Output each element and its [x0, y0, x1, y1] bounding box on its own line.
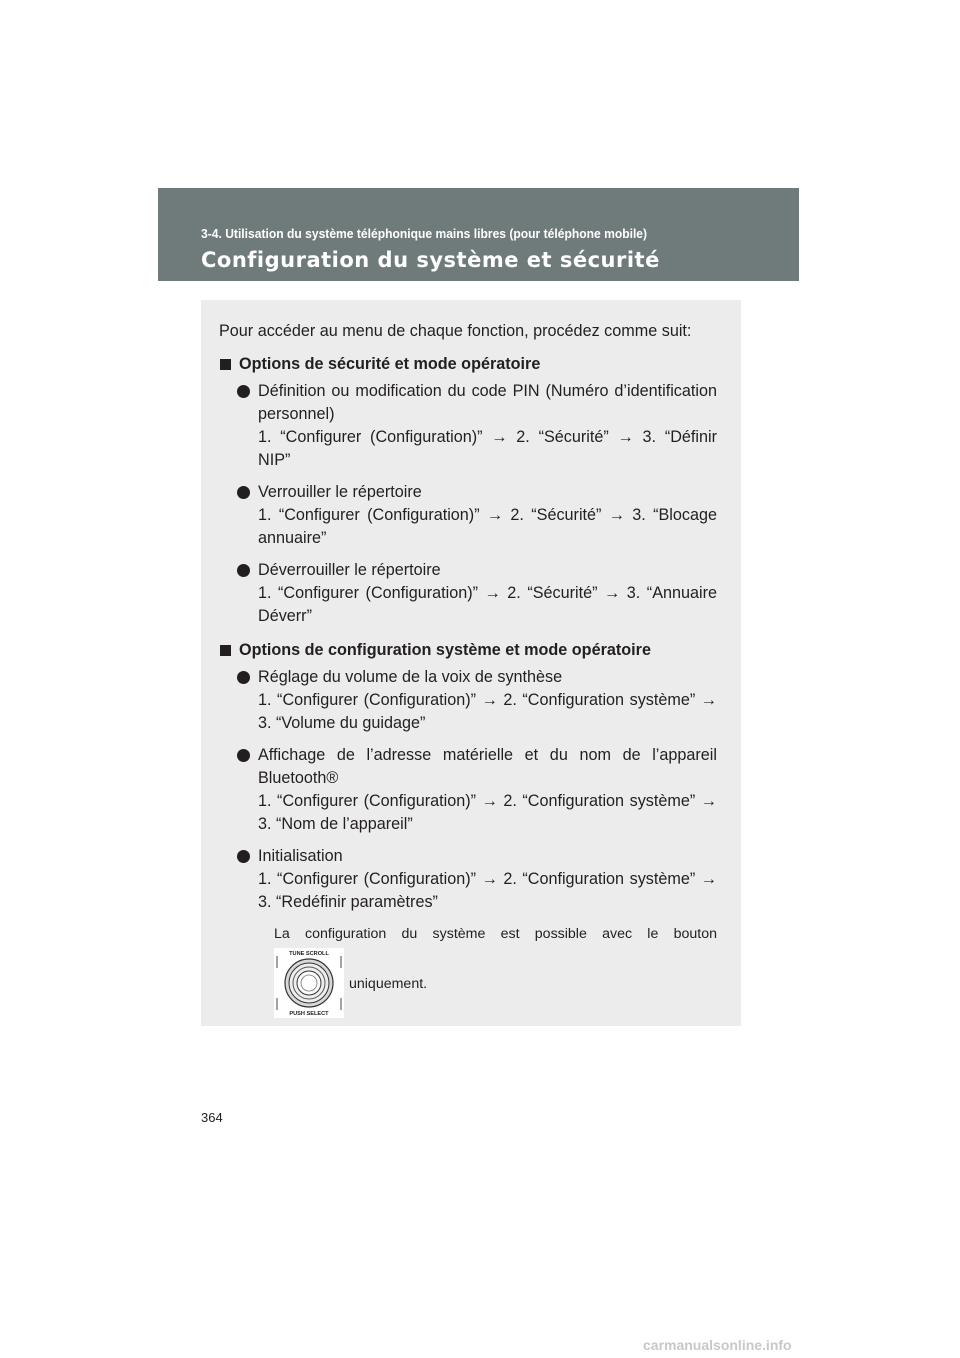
item-path: 1. “Configurer (Configuration)” → 2. “Configuration système” → 3. “Redéfinir paramètres”	[258, 870, 717, 911]
content-body	[219, 320, 717, 1018]
item-title: Verrouiller le répertoire	[258, 483, 422, 501]
page-number: 364	[201, 1110, 223, 1125]
item-path: 1. “Configurer (Configuration)” → 2. “Configuration système” → 3. “Volume du guidage”	[258, 691, 717, 732]
note-row	[274, 948, 717, 1018]
list-item	[237, 845, 717, 914]
bullet-icon	[237, 850, 250, 863]
item-path: 1. “Configurer (Configuration)” → 2. “Configuration système” → 3. “Nom de l’appareil”	[258, 792, 717, 833]
item-title: Réglage du volume de la voix de synthèse	[258, 668, 563, 686]
square-bullet-icon	[220, 359, 231, 370]
list-item	[237, 666, 717, 735]
bullet-icon	[237, 486, 250, 499]
section-heading-security	[219, 353, 717, 376]
item-title: Définition ou modification du code PIN (Numéro d’identification personnel)	[258, 382, 717, 423]
list-item	[237, 559, 717, 628]
knob-bottom-label: PUSH SELECT	[289, 1011, 329, 1017]
note-tail: uniquement.	[349, 975, 428, 992]
note-text: La configuration du système est possible avec le bouton	[274, 926, 717, 942]
item-title: Déverrouiller le répertoire	[258, 561, 441, 579]
bullet-icon	[237, 749, 250, 762]
item-path: 1. “Configurer (Configuration)” → 2. “Sécurité” → 3. “Blocage annuaire”	[258, 506, 717, 547]
content-panel	[201, 300, 741, 1026]
list-item	[237, 481, 717, 550]
section-label: 3-4. Utilisation du système téléphonique mains libres (pour téléphone mobile)	[201, 226, 648, 241]
item-path: 1. “Configurer (Configuration)” → 2. “Sécurité” → 3. “Annuaire Déverr”	[258, 584, 717, 625]
item-title: Initialisation	[258, 847, 343, 865]
tune-scroll-knob-icon	[274, 948, 344, 1018]
square-bullet-icon	[220, 645, 231, 656]
page-title: Configuration du système et sécurité	[201, 248, 660, 272]
bullet-icon	[237, 671, 250, 684]
section-heading-text: Options de configuration système et mode opératoire	[239, 641, 651, 659]
watermark: carmanualsonline.info	[643, 1337, 792, 1353]
list-item	[237, 380, 717, 472]
item-title: Affichage de l’adresse matérielle et du nom de l’appareil Bluetooth®	[258, 746, 717, 787]
section-heading-text: Options de sécurité et mode opératoire	[239, 355, 541, 373]
section-heading-system	[219, 639, 717, 662]
item-path: 1. “Configurer (Configuration)” → 2. “Sécurité” → 3. “Définir NIP”	[258, 428, 717, 469]
knob-top-label: TUNE SCROLL	[289, 951, 329, 957]
intro-text: Pour accéder au menu de chaque fonction, procédez comme suit:	[219, 322, 692, 340]
bullet-icon	[237, 385, 250, 398]
list-item	[237, 744, 717, 836]
bullet-icon	[237, 564, 250, 577]
section-header	[158, 188, 799, 281]
